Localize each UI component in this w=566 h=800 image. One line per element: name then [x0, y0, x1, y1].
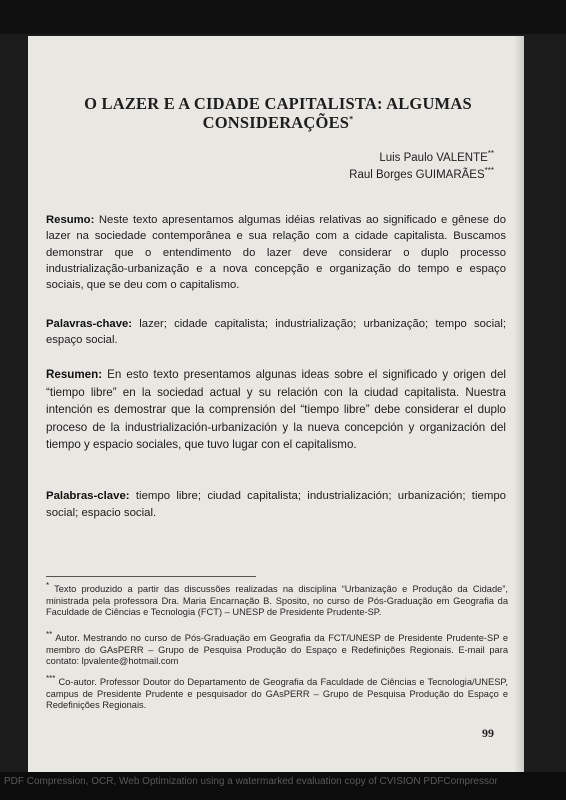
abstract-spanish-text: En esto texto presentamos algunas ideas sobre el significado y origen del “tiempo libre” en la sociedad actual y su relación con la ciudad capitalista. Nuestra intención es demostrar que la comprensión del “tiempo libre” debe considerar el duplo proceso de la industrialización-urbanización y la nueva concepción y organización del tiempo y espacio sociales, que tuvo lugar con el capitalismo.: [46, 368, 506, 451]
article-title: [68, 94, 488, 132]
author-list: [234, 150, 494, 184]
author-2-mark: ***: [484, 166, 494, 176]
author-1-name: Luis Paulo VALENTE: [379, 152, 488, 164]
footnote-2: [46, 629, 508, 668]
footnote-3-text: Co-autor. Professor Doutor do Departamento de Geografia da Faculdade de Ciências e Tecnologia/UNESP, campus de Presidente Prudente e pesquisador do GAsPERR – Grupo de Pesquisa Produção do Espaço e Redefinições Regionais.: [46, 677, 508, 710]
scan-top-border: [0, 0, 566, 34]
abstract-spanish: [46, 366, 506, 454]
footnote-1-mark: *: [46, 580, 50, 590]
abstract-portuguese-label: Resumo:: [46, 214, 95, 226]
abstract-spanish-label: Resumen:: [46, 368, 103, 381]
keywords-portuguese-text: lazer; cidade capitalista; industrialização; urbanização; tempo social; espaço social.: [46, 318, 507, 347]
title-footnote-mark: *: [349, 114, 354, 124]
author-2: [234, 167, 494, 184]
page-edge-shadow: [514, 36, 524, 772]
footnote-1-text: Texto produzido a partir das discussões realizadas na disciplina “Urbanização e Produção da Cidade”, ministrada pela professora Dra. Maria Encarnação B. Sposito, no curso de Pós-Graduação em Geografia da Faculdade de Ciências e Tecnologia (FCT) – UNESP de Presidente Prudente-SP.: [46, 584, 508, 617]
keywords-spanish-text: tiempo libre; ciudad capitalista; industrialización; urbanización; tiempo social; espacio social.: [46, 490, 506, 519]
footnote-2-mark: **: [46, 629, 53, 639]
abstract-portuguese-text: Neste texto apresentamos algumas idéias relativas ao significado e gênese do lazer na sociedade contemporânea e sua relação com a cidade capitalista. Buscamos demonstrar que o entendimento do lazer deve considerar o duplo processo industrialização-urbanização e a nova concepção e organização do tempo e espaço sociais, que se deu com o capitalismo.: [46, 214, 506, 292]
page-number: 99: [482, 726, 494, 740]
keywords-portuguese-label: Palavras-chave:: [46, 318, 133, 330]
footnote-2-text: Autor. Mestrando no curso de Pós-Graduação em Geografia da FCT/UNESP de Presidente Prudente-SP e membro do GAsPERR – Grupo de Pesquisa Produção do Espaço e Redefinições Regionais. E-mail para contato: lpvalente@hotmail.com: [46, 633, 508, 666]
article-title-text: O LAZER E A CIDADE CAPITALISTA: ALGUMAS CONSIDERAÇÕES: [84, 94, 472, 132]
footnote-3: [46, 673, 508, 712]
document-page: [28, 36, 524, 772]
footnote-1: [46, 580, 508, 619]
compression-watermark: PDF Compression, OCR, Web Optimization using a watermarked evaluation copy of CVISION PDFCompressor: [4, 776, 498, 787]
author-1-mark: **: [487, 149, 494, 159]
keywords-spanish: [46, 488, 506, 522]
footnote-3-mark: ***: [46, 673, 56, 683]
abstract-portuguese: [46, 212, 506, 293]
author-1: [234, 150, 494, 167]
keywords-spanish-label: Palabras-clave:: [46, 490, 130, 502]
keywords-portuguese: [46, 316, 506, 349]
author-2-name: Raul Borges GUIMARÃES: [349, 169, 485, 181]
footnote-divider: [46, 576, 256, 577]
